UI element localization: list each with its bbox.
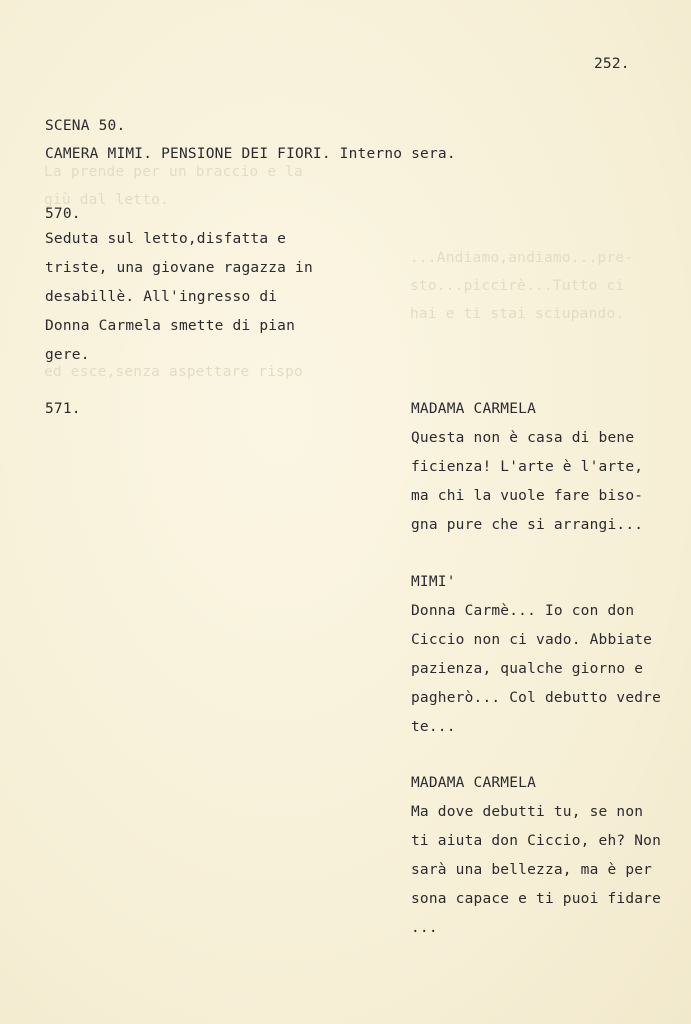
bleed-through-text: giù dal letto. (44, 192, 170, 208)
dialogue-line: sona capace e ti puoi fidare (411, 891, 662, 907)
bleed-through-text: ...Andiamo,andiamo...pre- (410, 250, 634, 266)
dialogue-line: ficienza! L'arte è l'arte, (411, 459, 644, 475)
shot-number-570: 570. (45, 206, 81, 222)
speaker-name: MADAMA CARMELA (411, 775, 537, 791)
page-number: 252. (594, 56, 630, 72)
dialogue-line: ma chi la vuole fare biso- (411, 488, 644, 504)
bleed-through-text: ed esce,senza aspettare rispo (44, 364, 303, 380)
dialogue-line: Questa non è casa di bene (411, 430, 635, 446)
dialogue-line: ... (411, 920, 438, 936)
dialogue-line: gna pure che si arrangi... (411, 517, 644, 533)
scene-heading: SCENA 50. (45, 118, 126, 134)
action-line: gere. (45, 347, 90, 363)
dialogue-line: pazienza, qualche giorno e (411, 661, 644, 677)
dialogue-line: pagherò... Col debutto vedre (411, 690, 662, 706)
dialogue-line: te... (411, 719, 456, 735)
speaker-name: MIMI' (411, 574, 456, 590)
action-line: Donna Carmela smette di pian (45, 318, 296, 334)
action-line: Seduta sul letto,disfatta e (45, 231, 287, 247)
dialogue-line: sarà una bellezza, ma è per (411, 862, 653, 878)
dialogue-line: Ma dove debutti tu, se non (411, 804, 644, 820)
speaker-name: MADAMA CARMELA (411, 401, 537, 417)
action-line: triste, una giovane ragazza in (45, 260, 313, 276)
dialogue-line: ti aiuta don Ciccio, eh? Non (411, 833, 662, 849)
bleed-through-text: hai e ti stai sciupando. (410, 306, 625, 322)
bleed-through-text: La prende per un braccio e la (44, 164, 303, 180)
shot-number-571: 571. (45, 401, 81, 417)
location-line: CAMERA MIMI. PENSIONE DEI FIORI. Interno sera. (45, 146, 456, 162)
bleed-through-text: sto...piccirè...Tutto ci (410, 278, 625, 294)
action-line: desabillè. All'ingresso di (45, 289, 278, 305)
dialogue-line: Donna Carmè... Io con don (411, 603, 635, 619)
dialogue-line: Ciccio non ci vado. Abbiate (411, 632, 653, 648)
